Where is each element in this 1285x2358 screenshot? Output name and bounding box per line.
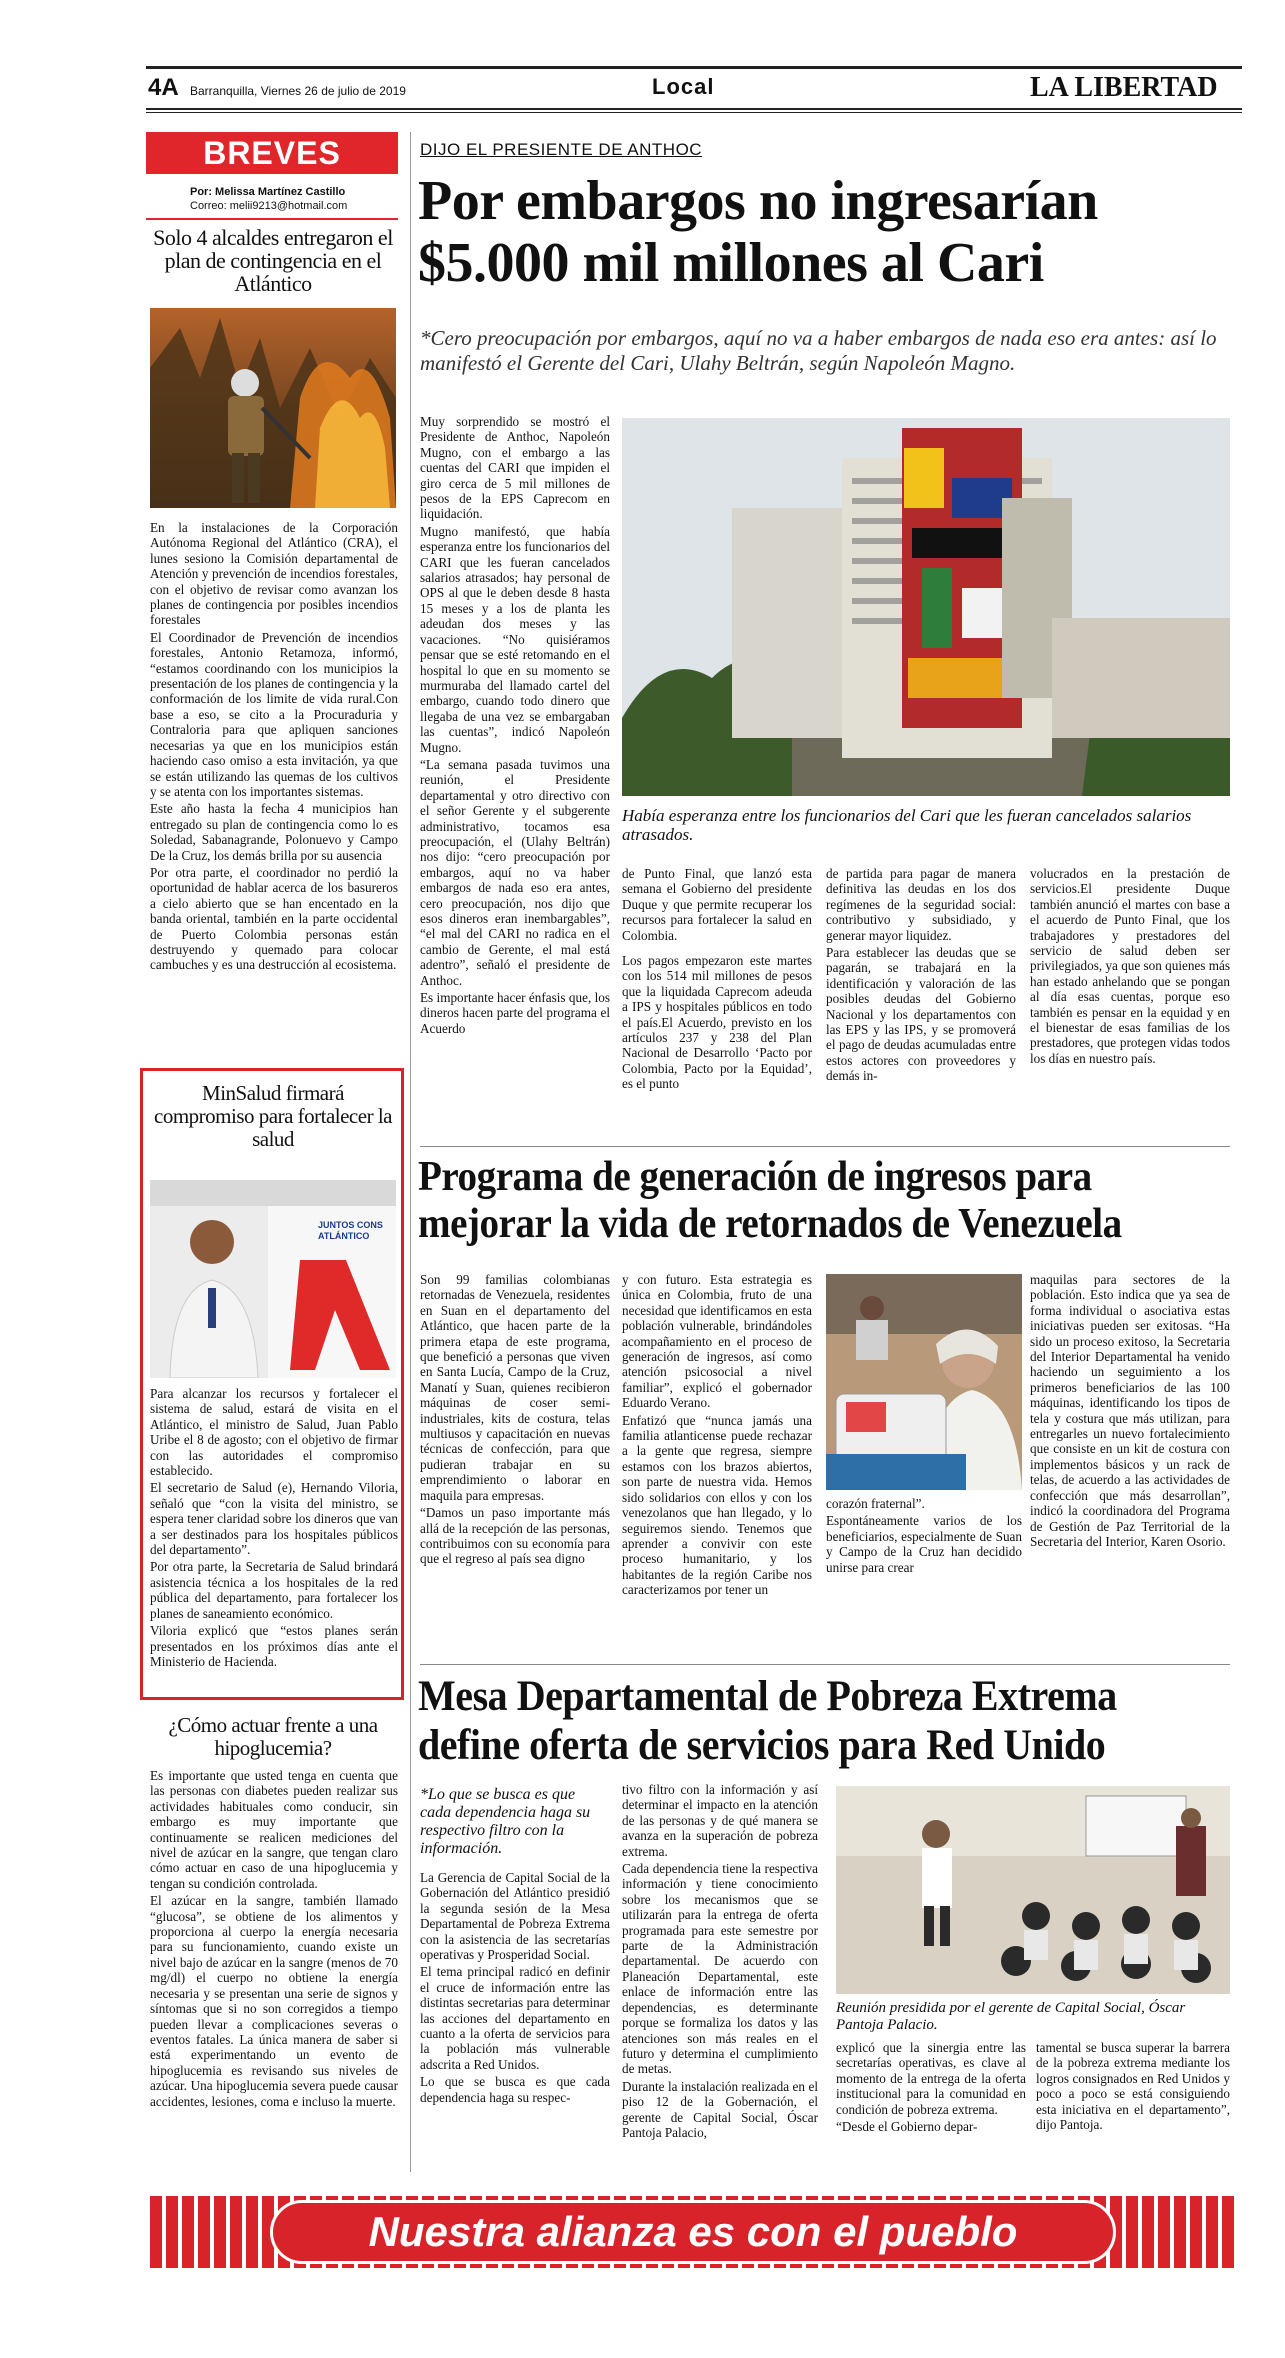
story2-bottom-rule bbox=[420, 1664, 1230, 1665]
story1-col1-p2: Mugno manifestó, que había esperanza entre los funcionarios del CARI que les fueran cancelados salarios atrasados; hay personal de OPS al que le deben desde 8 hasta 15 meses y a los de planta les adeudan dos meses y las vacaciones. “No quisiéramos pensar que se esté retomando en el hospital lo que en su momento se murmuraba del llamado cartel del embargo, cuando todo dinero que llegaba de una vez se embargaban las cuentas”, indicó Napoleón Mugno. bbox=[420, 523, 610, 755]
story2-col3 bbox=[826, 1496, 1022, 1577]
story2-photo bbox=[826, 1274, 1022, 1490]
story3-col4 bbox=[1036, 2040, 1230, 2134]
story2-headline: Programa de generación de ingresos para mejorar la vida de retornados de Venezuela bbox=[418, 1154, 1122, 1247]
breves-banner-text: BREVES bbox=[203, 135, 341, 171]
brief2-p1: Para alcanzar los recursos y fortalecer el sistema de salud, estará de visita en el Atlántico, el ministro de Salud, Juan Pablo Uribe el 8 de agosto; con el objetivo de firmar con las autoridades el compromiso establecido. bbox=[150, 1386, 398, 1479]
section-label: Local bbox=[652, 74, 715, 99]
story3-col1-p2: El tema principal radicó en definir el cruce de información entre las distintas secretarias para determinar las acciones del departamento en cuanto a la oferta de servicios para la población más vulnerable adscrita a Red Unidos. bbox=[420, 1964, 610, 2072]
hospital-building-photo bbox=[622, 418, 1230, 796]
story3-col3-p1: explicó que la sinergia entre las secretarías operativas, es clave al momento de la entrega de la oferta institucional para la comunidad en condición de pobreza extrema. bbox=[836, 2040, 1026, 2117]
dateline: Barranquilla, Viernes 26 de julio de 2019 bbox=[190, 84, 406, 98]
brief2-photo-sign: JUNTOS CONS ATLÁNTICO bbox=[318, 1220, 383, 1241]
footer-slogan: Nuestra alianza es con el pueblo bbox=[368, 2208, 1018, 2255]
story3-pullquote: *Lo que se busca es que cada dependencia haga su respectivo filtro con la información. bbox=[420, 1786, 591, 1857]
story1-headline: Por embargos no ingresarían $5.000 mil millones al Cari bbox=[418, 170, 1098, 294]
story1-col1 bbox=[420, 414, 610, 1038]
story1-col3 bbox=[826, 866, 1016, 1086]
story1-caption: Había esperanza entre los funcionarios del Cari que les fueran cancelados salarios atrasados. bbox=[622, 806, 1192, 844]
header-bottom-rule-2 bbox=[146, 112, 1242, 113]
brief3-p2: El azúcar en la sangre, también llamado “glucosa”, se obtiene de los alimentos y proporciona al cuerpo la energía necesaria para su funcionamiento, cuando existe un nivel bajo de azúcar en la sangre (menos de 70 mg/dl) el cuerpo no obtiene la energía necesaria y se presentan una serie de signos y síntomas que si no son corregidos a tiempo pueden llevar a complicaciones severas o eventos fatales. La única manera de saber si está experimentando un evento de hipoglucemia es revisando sus niveles de azúcar. Una hipoglucemia severa puede causar accidentes, lesiones, coma e incluso la muerte. bbox=[150, 1893, 398, 2109]
breves-email: Correo: melii9213@hotmail.com bbox=[190, 200, 348, 212]
story1-col2-p2: Los pagos empezaron este martes con los 514 mil millones de pesos que la liquidada Caprecom adeuda a IPS y hospitales públicos en todo el país.El Acuerdo, previsto en los artículos 237 y 238 del Plan Nacional de Desarrollo ‘Pacto por Colombia, Pacto por la Equidad’, es el punto bbox=[622, 953, 812, 1092]
brief1-p3: Este año hasta la fecha 4 municipios han entregado su plan de contingencia como lo es Soledad, Sabanagrande, Polonuevo y Campo De la Cruz, los demás brilla por su ausencia bbox=[150, 801, 398, 863]
brief1-photo bbox=[150, 308, 396, 508]
story1-col4 bbox=[1030, 866, 1230, 1068]
story2-col3-p2: Espontáneamente varios de los beneficiarios, especialmente de Suan y Campo de la Cruz han decidido unirse para crear bbox=[826, 1513, 1022, 1575]
story2-col2-p2: Enfatizó que “nunca jamás una familia atlanticense puede rechazar a la gente que regresa, siempre estamos con los brazos abiertos, son parte de nuestra vida. Hemos sido solidarios con ellos y con los venezolanos que han llegado, y lo seguiremos siendo. Tenemos que aprender a convivir con este proceso humanitario, y los habitantes de la región Caribe nos caracterizamos por tener un bbox=[622, 1412, 812, 1598]
story2-col1 bbox=[420, 1272, 610, 1569]
story2-col1-p1: Son 99 familias colombianas retornadas de Venezuela, residentes en Suan en el departamento del Atlántico, que hacen parte de la primera etapa de este programa, que benefició a personas que viven en Santa Lucía, Campo de la Cruz, Manatí y Suan, quienes recibieron máquinas de coser semi-industriales, kits de costura, telas multiusos y capacitación en nuevas técnicas de confección, para que pudieran trabajar en su emprendimiento o laborar en maquila para empresas. bbox=[420, 1272, 610, 1503]
story1-col3-p1: de partida para pagar de manera definitiva las deudas en los dos regímenes de la seguridad social: contributivo y subsidiado, y generar mayor liquidez. bbox=[826, 866, 1016, 943]
story1-col1-p1: Muy sorprendido se mostró el Presidente de Anthoc, Napoleón Mugno, con el embargo a las cuentas del CARI que impiden el giro cerca de 5 mil millones de pesos de la EPS Caprecom en liquidación. bbox=[420, 414, 610, 522]
story3-col2-p1: tivo filtro con la información y así determinar el impacto en la atención de las personas y de qué manera se avanza en la superación de pobreza extrema. bbox=[622, 1782, 818, 1859]
story3-col2-p3: Durante la instalación realizada en el piso 12 de la Gobernación, el gerente de Capital Social, Óscar Pantoja Palacio, bbox=[622, 2078, 818, 2140]
meeting-photo bbox=[836, 1786, 1230, 1994]
brief2-p2: El secretario de Salud (e), Hernando Viloria, señaló que “con la visita del ministro, se espera tener claridad sobre los dineros que van a ser destinados para los hospitales públicos del departamento”. bbox=[150, 1480, 398, 1558]
brief2-title: MinSalud firmará compromiso para fortalecer la salud bbox=[154, 1081, 392, 1151]
firefighter-photo bbox=[150, 308, 396, 508]
story1-col3-p2: Para establecer las deudas que se pagarán, se trabajará en la identificación y valoración de las posibles deudas del Gobierno Nacional y los departamentos con las EPS y las IPS, y se promoverá el pago de deudas acumuladas entre estos actores con proveedores y demás in- bbox=[826, 945, 1016, 1084]
brief1-body bbox=[150, 520, 398, 975]
story2-col2 bbox=[622, 1272, 812, 1600]
story1-col1-p4: Es importante hacer énfasis que, los dineros hacen parte del programa el Acuerdo bbox=[420, 990, 610, 1036]
brief3-p1: Es importante que usted tenga en cuenta que las personas con diabetes pueden realizar sus actividades habituales como conducir, sin embargo es muy importante que continuamente se realicen mediciones del nivel de azúcar en la sangre, que tengan claro cómo actuar en caso de una hipoglucemia y tengan su condición controlada. bbox=[150, 1768, 398, 1891]
story3-caption: Reunión presidida por el gerente de Capital Social, Óscar Pantoja Palacio. bbox=[836, 2000, 1186, 2033]
left-column-rule bbox=[410, 132, 411, 2172]
brief1-p1: En la instalaciones de la Corporación Autónoma Regional del Atlántico (CRA), el lunes sesiono la Comisión departamental de Atención y prevención de incendios forestales, con el objetivo de revisar como avanzan los planes de contingencia por posibles incendios forestales bbox=[150, 520, 398, 628]
story2-col3-p1: corazón fraternal”. bbox=[826, 1496, 925, 1511]
brief2-p3: Por otra parte, la Secretaria de Salud brindará asistencia técnica a los hospitales de la red pública del departamento, para fortalecer los planes de saneamiento económico. bbox=[150, 1559, 398, 1621]
story1-photo bbox=[622, 418, 1230, 796]
breves-rule bbox=[146, 218, 398, 220]
story3-col2-p2: Cada dependencia tiene la respectiva información y tiene conocimiento sobre los mecanismos que se utilizarán para la entrega de oferta programada para este semestre por parte de la Administración departamental. De acuerdo con Planeación Departamental, este enlace de información entre las dependencias, es determinante porque se formaliza los datos y las atenciones son más reales en el futuro y determina el cumplimiento de metas. bbox=[622, 1861, 818, 2077]
story3-col4-p1: tamental se busca superar la barrera de la pobreza extrema mediante los logros consignados en Red Unidos y poco a poco se está consiguiendo esta iniciativa en el departamento”, dijo Pantoja. bbox=[1036, 2040, 1230, 2133]
story3-photo bbox=[836, 1786, 1230, 1994]
breves-byline: Por: Melissa Martínez Castillo bbox=[190, 186, 346, 198]
brief1-p2: El Coordinador de Prevención de incendios forestales, Antonio Retamoza, informó, “estamos coordinando con los municipios la presentación de los planes de contingencia y la conformación de los limite de vida rural.Con base a eso, se cito a la Procuraduria y Contraloria para que apliquen sanciones necesarias ya que en los municipios están haciendo caso omiso a esta invitación, ya que se están utilizando las quemas de los cultivos y se atenta con los importantes sistemas. bbox=[150, 629, 398, 799]
story2-col4-p1: maquilas para sectores de la población. Esto indica que ya sea de forma individual o asociativa estas iniciativas pueden ser exitosas. “Ha sido un proceso exitoso, la Secretaria del Interior Departamental ha venido haciendo un seguimiento a los primeros beneficiarios de las 100 máquinas, identificando los tipos de tela y costura que más utilizan, para entregarles un nuevo fortalecimiento que consiste en un kit de costura con implementos básicos y un rack de telas, de acuerdo a las actividades de confección que más desarrollan”, indicó la coordinadora del Programa de Gestión de Paz Territorial de la Secretaria del Interior, Karen Osorio. bbox=[1030, 1272, 1230, 1549]
minister-photo bbox=[150, 1180, 396, 1378]
story3-col3 bbox=[836, 2040, 1026, 2136]
story2-col1-p2: “Damos un paso importante más allá de la recepción de las personas, contribuimos con su economía para que el regreso al país sea digno bbox=[420, 1505, 610, 1567]
brief2-p4: Viloria explicó que “estos planes serán presentados en los próximos días ante el Ministerio de Hacienda. bbox=[150, 1623, 398, 1669]
masthead-title: LA LIBERTAD bbox=[1030, 72, 1218, 103]
story3-col1 bbox=[420, 1870, 610, 2107]
sewing-woman-photo bbox=[826, 1274, 1022, 1490]
story1-kicker: DIJO EL PRESIENTE DE ANTHOC bbox=[420, 140, 703, 159]
story3-col2 bbox=[622, 1782, 818, 2142]
story1-col2 bbox=[622, 866, 812, 1094]
footer-banner-pill bbox=[270, 2200, 1116, 2264]
brief2-body bbox=[150, 1386, 398, 1671]
brief1-title: Solo 4 alcaldes entregaron el plan de contingencia en el Atlántico bbox=[153, 225, 393, 296]
story1-deck: *Cero preocupación por embargos, aquí no va a haber embargos de nada eso era antes: así lo manifestó el Gerente del Cari, Ulahy Beltrán, según Napoleón Magno. bbox=[420, 326, 1217, 375]
story2-col4 bbox=[1030, 1272, 1230, 1551]
brief3-body bbox=[150, 1768, 398, 2111]
story1-col2-p1: de Punto Final, que lanzó esta semana el Gobierno del presidente Duque y que permite recuperar los recursos para fortalecer la salud en Colombia. bbox=[622, 866, 812, 943]
story1-col4-p1: volucrados en la prestación de servicios.El presidente Duque también anunció el martes con base a el acuerdo de Punto Final, que los trabajadores y prestadores del servicio de salud deben ser privilegiados, ya que son quienes más han estado anhelando que se pongan al día esas cuentas, porque eso también es pensar en la equidad y en el bienestar de esas familias de los prestadores, que protegen vidas todos los días en nuestro país. bbox=[1030, 866, 1230, 1066]
story3-headline: Mesa Departamental de Pobreza Extrema define oferta de servicios para Red Unido bbox=[418, 1673, 1117, 1769]
brief1-p4: Por otra parte, el coordinador no perdió la oportunidad de hablar acerca de los basureros a cielo abierto que se han encentado en la banda oriental, también en la parte occidental de Puerto Colombia personas están destruyendo y quemado para colocar cambuches y es una destrucción al ecosistema. bbox=[150, 864, 398, 973]
brief3-title: ¿Cómo actuar frente a una hipoglucemia? bbox=[168, 1713, 378, 1760]
story1-bottom-rule bbox=[420, 1146, 1230, 1147]
page-number: 4A bbox=[148, 74, 179, 101]
story1-col1-p3: “La semana pasada tuvimos una reunión, el Presidente departamental y otro directivo con el señor Gerente y el subgerente administrativo, tocamos esa preocupación, el (Ulahy Beltrán) nos dijo: “cero preocupación por embargos, aquí no va haber embargos de nada eso era antes, cero preocupación, nos dijo que esos dineros eran inembargables”, “el mal del CARI no radica en el cambio de Gerente, el mal está adentro”, señaló el presidente de Anthoc. bbox=[420, 756, 610, 988]
header-bottom-rule bbox=[146, 108, 1242, 110]
breves-banner bbox=[146, 132, 398, 174]
story2-col2-p1: y con futuro. Esta estrategia es única en Colombia, fruto de una necesidad que identificamos en esta población vulnerable, brindándoles acompañamiento en el proceso de generación de ingresos, así como atención psicosocial a nivel familiar”, explicó el gobernador Eduardo Verano. bbox=[622, 1272, 812, 1411]
brief2-photo bbox=[150, 1180, 396, 1378]
story3-col1-p1: La Gerencia de Capital Social de la Gobernación del Atlántico presidió la segunda sesión de la Mesa Departamental de Pobreza Extrema con la asistencia de las secretarías operativas y Prosperidad Social. bbox=[420, 1870, 610, 1963]
story3-col1-p3: Lo que se busca es que cada dependencia haga su respec- bbox=[420, 2074, 610, 2105]
top-rule bbox=[146, 66, 1242, 69]
story3-col3-p2: “Desde el Gobierno depar- bbox=[836, 2119, 978, 2135]
footer-banner bbox=[150, 2196, 1236, 2268]
